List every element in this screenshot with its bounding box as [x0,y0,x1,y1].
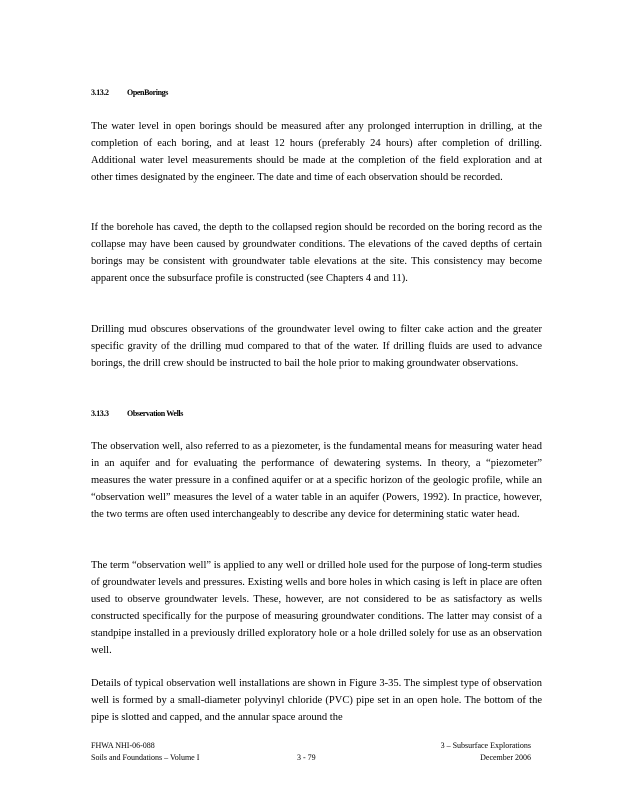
paragraph-observation-well: The observation well, also referred to as a piezometer, is the fundamental means for measuring water head in an aquifer and for evaluating the performance of dewatering systems. In theory, a “piezometer” measures the water pressure in a confined aquifer or at a specific horizon of the geologic profile, while an “observation well” measures the level of a water table in an aquifer (Powers, 1992). In practice, however, the two terms are often used interchangeably to describe any device for determining static water head. [91,441,542,520]
footer-right [427,740,531,764]
section-heading-open-borings [91,88,168,97]
footer-document-title: Soils and Foundations – Volume I [91,753,200,762]
footer-page-number: 3 - 79 [297,753,316,762]
footer-publication-id: FHWA NHI-06-088 [91,741,155,750]
paragraph-water-level: The water level in open borings should be measured after any prolonged interruption in drilling, at the completion of each boring, and at least 12 hours (preferably 24 hours) after completion of drilling. Additional water level measurements should be made at the completion of the field exploration and at other times designated by the engineer. The date and time of each observation should be recorded. [91,121,542,183]
paragraph-drilling-mud: Drilling mud obscures observations of the groundwater level owing to filter cake action and the greater specific gravity of the drilling mud compared to that of the water. If drilling fluids are used to advance borings, the drill crew should be instructed to bail the hole prior to making groundwater observations. [91,324,542,369]
section-number: 3.13.3 [91,409,109,418]
paragraph-details-installations: Details of typical observation well installations are shown in Figure 3-35. The simplest type of observation well is formed by a small-diameter polyvinyl chloride (PVC) pipe set in an open hole. The bottom of the pipe is slotted and capped, and the annular space around the [91,678,542,723]
paragraph-term-observation-well: The term “observation well” is applied to any well or drilled hole used for the purpose of long-term studies of groundwater levels and pressures. Existing wells and bore holes in which casing is left in place are often used to observe groundwater levels. These, however, are not considered to be as satisfactory as wells constructed specifically for the purpose of measuring groundwater conditions. The latter may consist of a standpipe installed in a previously drilled exploratory hole or a hole drilled solely for use as an observation well. [91,560,542,656]
section-title: OpenBorings [127,88,168,97]
footer-chapter: 3 – Subsurface Explorations [440,741,531,750]
section-title: Observation Wells [127,409,183,418]
section-heading-observation-wells [91,409,183,418]
paragraph-borehole-caved: If the borehole has caved, the depth to the collapsed region should be recorded on the boring record as the collapse may have been caused by groundwater conditions. The elevations of the caved depths of certain borings may be consistent with groundwater table elevations at the site. This consistency may become apparent once the subsurface profile is constructed (see Chapters 4 and 11). [91,222,542,284]
section-number: 3.13.2 [91,88,109,97]
footer-date: December 2006 [480,753,531,762]
footer-left [91,740,199,764]
